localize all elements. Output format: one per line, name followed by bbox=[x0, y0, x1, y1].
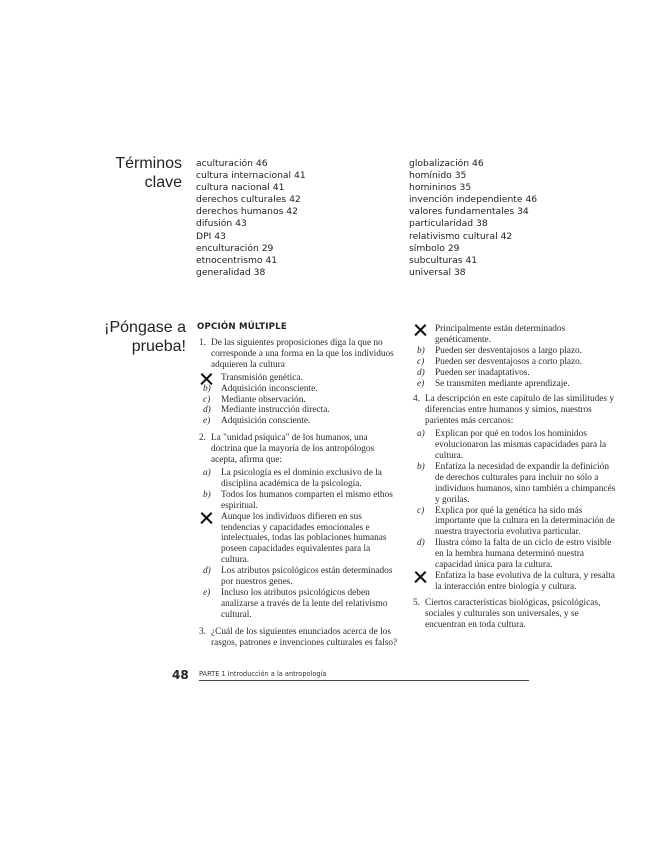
term-item: aculturación 46 bbox=[196, 158, 268, 169]
x-mark-icon bbox=[414, 571, 427, 584]
quiz-heading-line1: ¡Póngase a bbox=[104, 319, 186, 336]
question-stem bbox=[413, 394, 618, 427]
quiz-column-right bbox=[413, 324, 618, 632]
answer-option bbox=[199, 512, 399, 567]
question-text: La descripción en este capítulo de las similitudes y diferencias entre humanos y simios, nuestros parientes más cercanos: bbox=[425, 394, 614, 427]
answer-option bbox=[199, 416, 399, 427]
answer-option bbox=[199, 490, 399, 512]
answer-option bbox=[199, 384, 399, 395]
terms-heading-line2: clave bbox=[144, 174, 182, 191]
page-number: 48 bbox=[172, 668, 189, 682]
option-text: Ilustra cómo la falta de un ciclo de estro visible en la hembra humana determinó nuestra capacidad única para la cultura. bbox=[435, 538, 612, 571]
option-letter: d) bbox=[203, 566, 211, 577]
question-stem bbox=[199, 433, 399, 466]
question-text: ¿Cuál de los siguientes enunciados acerca de los rasgos, patrones e invenciones culturales es falso? bbox=[211, 626, 398, 648]
terms-list-left bbox=[196, 158, 306, 279]
term-item: invención independiente 46 bbox=[409, 194, 538, 206]
term-item: etnocentrismo 41 bbox=[196, 254, 278, 266]
option-text: Mediante observación. bbox=[221, 394, 306, 405]
option-letter: b) bbox=[417, 461, 425, 472]
question-number: 4. bbox=[413, 394, 420, 405]
option-text: Pueden ser inadaptativos. bbox=[435, 367, 530, 378]
option-letter: e) bbox=[417, 378, 425, 389]
answer-option bbox=[413, 346, 618, 357]
question-text: La "unidad psíquica" de los humanos, una doctrina que la mayoría de los antropólogos acepta, afirma que: bbox=[211, 433, 375, 466]
footer-rule bbox=[199, 680, 529, 681]
option-letter: b) bbox=[203, 383, 211, 394]
option-text: Adquisición inconsciente. bbox=[221, 383, 318, 394]
option-text: Adquisición consciente. bbox=[221, 416, 311, 427]
option-letter: d) bbox=[203, 405, 211, 416]
option-text: Transmisión genética. bbox=[221, 372, 303, 383]
question-number: 2. bbox=[199, 433, 206, 444]
answer-option bbox=[199, 373, 399, 384]
quiz-column-left bbox=[199, 338, 399, 650]
question-text: Ciertos características biológicas, psicológicas, sociales y culturales son universales, y se encuentran en toda cultura. bbox=[425, 597, 601, 630]
term-item: DPI 43 bbox=[196, 230, 226, 242]
term-item: difusión 43 bbox=[196, 218, 247, 230]
option-text: Principalmente están determinados genéticamente. bbox=[435, 324, 566, 345]
option-letter: c) bbox=[417, 505, 425, 516]
option-letter: a) bbox=[203, 467, 211, 478]
term-item: homínido 35 bbox=[409, 170, 467, 182]
answer-option bbox=[413, 462, 618, 506]
option-text: Los atributos psicológicos están determinados por nuestros genes. bbox=[221, 566, 393, 588]
question-text: De las siguientes proposiciones diga la que no corresponde a una forma en la que los individuos adquieren la cultura bbox=[211, 338, 394, 370]
term-item: cultura nacional 41 bbox=[196, 182, 285, 194]
option-text: Enfatiza la necesidad de expandir la definición de derechos culturales para incluir no sólo a individuos humanos, sino también a chimpancés y gorilas. bbox=[435, 461, 616, 505]
option-text: Pueden ser desventajosos a largo plazo. bbox=[435, 345, 582, 356]
answer-option bbox=[413, 368, 618, 379]
option-text: Aunque los individuos difieren en sus tendencias y capacidades emocionales e intelectuales, todas las poblaciones humanas poseen capacidades equivalentes para la cultura. bbox=[221, 511, 387, 566]
term-item: generalidad 38 bbox=[196, 266, 266, 278]
option-letter: c) bbox=[203, 394, 211, 405]
question bbox=[199, 627, 399, 649]
option-text: La psicología es el dominio exclusivo de la disciplina académica de la psicología. bbox=[221, 467, 382, 489]
answer-option bbox=[199, 566, 399, 588]
term-item: enculturación 29 bbox=[196, 242, 274, 254]
option-text: Explican por qué en todos los homínidos evolucionaron las mismas capacidades para la cultura. bbox=[435, 429, 607, 461]
term-item: símbolo 29 bbox=[409, 242, 460, 254]
footer-section-label: PARTE 1 Introducción a la antropología bbox=[199, 670, 327, 678]
term-item: derechos culturales 42 bbox=[196, 194, 301, 206]
option-letter: e) bbox=[203, 416, 211, 427]
option-letter: d) bbox=[417, 367, 425, 378]
option-text: Incluso los atributos psicológicos deben analizarse a través de la lente del relativismo cultural. bbox=[221, 587, 388, 620]
question-number: 3. bbox=[199, 626, 206, 637]
answer-option bbox=[413, 379, 618, 390]
option-letter: e) bbox=[203, 587, 211, 598]
answer-option bbox=[199, 588, 399, 621]
option-text: Pueden ser desventajosos a corto plazo. bbox=[435, 356, 583, 367]
option-text: Explica por qué la genética ha sido más importante que la cultura en la determinación de nuestra trayectoria evolutiva particular. bbox=[435, 505, 615, 538]
question-stem bbox=[413, 598, 618, 631]
answer-option bbox=[413, 571, 618, 593]
question bbox=[413, 324, 618, 389]
question bbox=[199, 338, 399, 427]
option-letter: a) bbox=[417, 429, 425, 440]
term-item: valores fundamentales 34 bbox=[409, 206, 529, 218]
option-letter: c) bbox=[417, 356, 425, 367]
term-item: derechos humanos 42 bbox=[196, 206, 298, 218]
answer-option bbox=[199, 468, 399, 490]
term-item: universal 38 bbox=[409, 266, 466, 278]
terms-list-right bbox=[409, 158, 537, 279]
option-text: Mediante instrucción directa. bbox=[221, 405, 330, 416]
answer-option bbox=[413, 429, 618, 462]
option-letter: d) bbox=[417, 538, 425, 549]
quiz-heading-line2: prueba! bbox=[131, 338, 186, 355]
term-item: globalización 46 bbox=[409, 158, 484, 169]
term-item: subculturas 41 bbox=[409, 254, 478, 266]
option-text: Todos los humanos comparten el mismo ethos espiritual. bbox=[221, 489, 393, 511]
quiz-heading bbox=[98, 318, 186, 356]
question bbox=[413, 394, 618, 592]
question-stem bbox=[199, 627, 399, 649]
term-item: homininos 35 bbox=[409, 182, 472, 194]
term-item: cultura internacional 41 bbox=[196, 170, 306, 182]
x-mark-icon bbox=[414, 324, 427, 337]
option-letter: b) bbox=[417, 345, 425, 356]
term-item: relativismo cultural 42 bbox=[409, 230, 513, 242]
answer-option bbox=[199, 395, 399, 406]
question-number: 5. bbox=[413, 597, 420, 608]
question-stem bbox=[199, 338, 399, 371]
answer-option bbox=[413, 506, 618, 539]
answer-option bbox=[413, 538, 618, 571]
answer-option bbox=[413, 324, 618, 346]
option-text: Enfatiza la base evolutiva de la cultura, y resalta la interacción entre biología y cultura. bbox=[435, 570, 615, 592]
option-text: Se transmiten mediante aprendizaje. bbox=[435, 378, 570, 389]
question bbox=[199, 433, 399, 620]
quiz-section-title: OPCIÓN MÚLTIPLE bbox=[197, 322, 287, 332]
option-letter: b) bbox=[203, 489, 211, 500]
question-number: 1. bbox=[199, 338, 206, 348]
answer-option bbox=[199, 405, 399, 416]
answer-option bbox=[413, 357, 618, 368]
term-item: particularidad 38 bbox=[409, 218, 488, 230]
x-mark-icon bbox=[200, 512, 213, 525]
question bbox=[413, 598, 618, 631]
terms-heading bbox=[98, 154, 182, 192]
terms-heading-line1: Términos bbox=[115, 155, 182, 172]
